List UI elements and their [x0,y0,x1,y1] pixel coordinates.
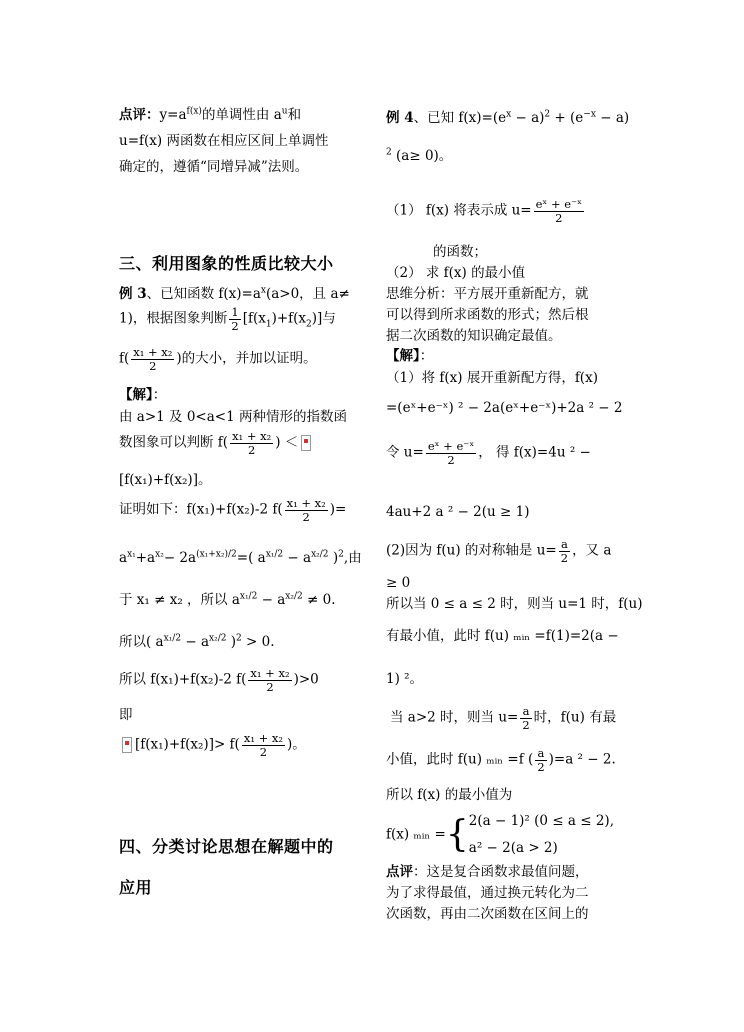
sol-line2: 数图象可以判断 f( $\frac{\text{x₁ + x₂}}{2}$ ) ＜ [119,430,314,456]
section3-heading: 三、利用图象的性质比较大小 [119,254,334,273]
note1-line1: 点评：$y=a^{f(x)}$的单调性由 $a^u$和 [119,106,302,123]
section4-heading-line1: 四、分类讨论思想在解题中的 [119,837,334,856]
sol-line8: 所以 f(x₁)+f(x₂)-2 f( $\frac{\text{x₁ + x₂}}{2}$ )>0 [119,666,319,694]
sol-line11: 小值，此时 f(u) ₘᵢₙ =f ( $\frac{a}{2}$ )=a ² − 2. [386,746,616,774]
fraction-half: $\frac{1}{2}$ [231,305,239,333]
note1-line2: u=f(x) 两函数在相应区间上单调性 [119,133,329,149]
piecewise-cases: 2(a − 1)² (0 ≤ a ≤ 2), a² − 2(a > 2) [468,813,614,856]
sol-line5: $a^{x_1}+a^{x_2}- 2a^{(x_1+x_2)/2}=$( $a^{x_1/2} - a^{x_2/2}$ )$^2$,由 [119,549,362,566]
sol-line6: ≥ 0 [386,575,411,591]
sol-line9: 即 [119,707,133,723]
sol-line7: 所以当 0 ≤ a ≤ 2 时，则当 u=1 时，f(u) [386,596,643,612]
question2: （2） 求 f(x) 的最小值 [386,265,526,281]
section4-heading-line2: 应用 [119,878,153,897]
fraction-x1-x2: $\frac{\text{x₁ + x₂}}{2}$ [133,345,173,373]
ex3-line3: f( $\frac{\text{x₁ + x₂}}{2}$ )的大小，并加以证明。 [119,345,317,373]
sol-line8: 有最小值，此时 f(u) ₘᵢₙ =f(1)=2(a − [386,628,619,644]
sol-line6: 于 x₁ ≠ x₂ ，所以 $a^{x_1/2} - a^{x_2/2} \ne 0$. [119,591,336,608]
ex4-line2: $^2$ (a≥ 0)。 [386,147,453,164]
note1-line3: 确定的，遵循“同增异减”法则。 [119,159,309,175]
note-line1: 点评：这是复合函数求最值问题， [386,864,589,880]
ex3-line2: 1)，根据图象判断 $\frac{1}{2}$ $[f(x_1)+f(x_2)]$与 [119,305,336,333]
analysis-line1: 思维分析：平方展开重新配方，就 [386,286,589,302]
sol-line2: =(eˣ+e⁻ˣ) ² − 2a(eˣ+e⁻ˣ)+2a ² − 2 [386,400,623,416]
note-line2: 为了求得最值，通过换元转化为二 [386,885,589,901]
solution-label: 【解】： [386,348,434,364]
sol-line4: 证明如下：f(x₁)+f(x₂)-2 f( $\frac{\text{x₁ + x₂}}{2}$ )= [119,496,347,524]
question1: （1） f(x) 将表示成 u= $\frac{\text{eˣ + e⁻ˣ}}{2}$ [386,197,583,225]
sol-line12: 所以 f(x) 的最小值为 [386,787,513,803]
note-line3: 次函数，再由二次函数在区间上的 [386,906,589,922]
analysis-line3: 据二次函数的知识确定最值。 [386,328,562,344]
sol-line1: （1）将 f(x) 展开重新配方得，f(x) [386,370,598,386]
sol-line3: 令 u= $\frac{\text{eˣ + e⁻ˣ}}{2}$ ， 得 f(x)=4u ² − [386,439,591,467]
sol-line3: [f(x₁)+f(x₂)]。 [119,472,212,488]
sol-line13: f(x) ₘᵢₙ ={ 2(a − 1)² (0 ≤ a ≤ 2), a² − 2(a > 2) [386,808,614,862]
sol-line4: 4au+2 a ² − 2(u ≥ 1) [386,504,530,520]
broken-image-icon [122,737,132,753]
ex4-line1: 例 4、已知 $f(x)=(e^x - a)^2 + (e^{-x} - a)$ [386,109,630,126]
analysis-line2: 可以得到所求函数的形式；然后根 [386,307,589,323]
sol-line1: 由 a>1 及 0<a<1 两种情形的指数函 [119,409,347,425]
sol-line10: 当 a>2 时，则当 u= $\frac{a}{2}$ 时，f(u) 有最 [390,704,617,732]
broken-image-icon [301,435,311,451]
sol-line5: (2)因为 f(u) 的对称轴是 u= $\frac{a}{2}$ ，又 a [386,537,612,565]
solution-label: 【解】： [119,387,167,403]
question1-cont: 的函数； [433,244,487,260]
sol-line10: [f(x₁)+f(x₂)]> f( $\frac{\text{x₁ + x₂}}{2}$ )。 [119,732,306,758]
sol-line9: 1) ²。 [386,671,424,687]
ex3-line1: 例 3、已知函数 $f(x)=a^x(a>0$，且 a≠ [119,285,350,302]
sol-line7: 所以( $a^{x_1/2} - a^{x_2/2}$ )$^2$ > 0. [119,633,275,650]
